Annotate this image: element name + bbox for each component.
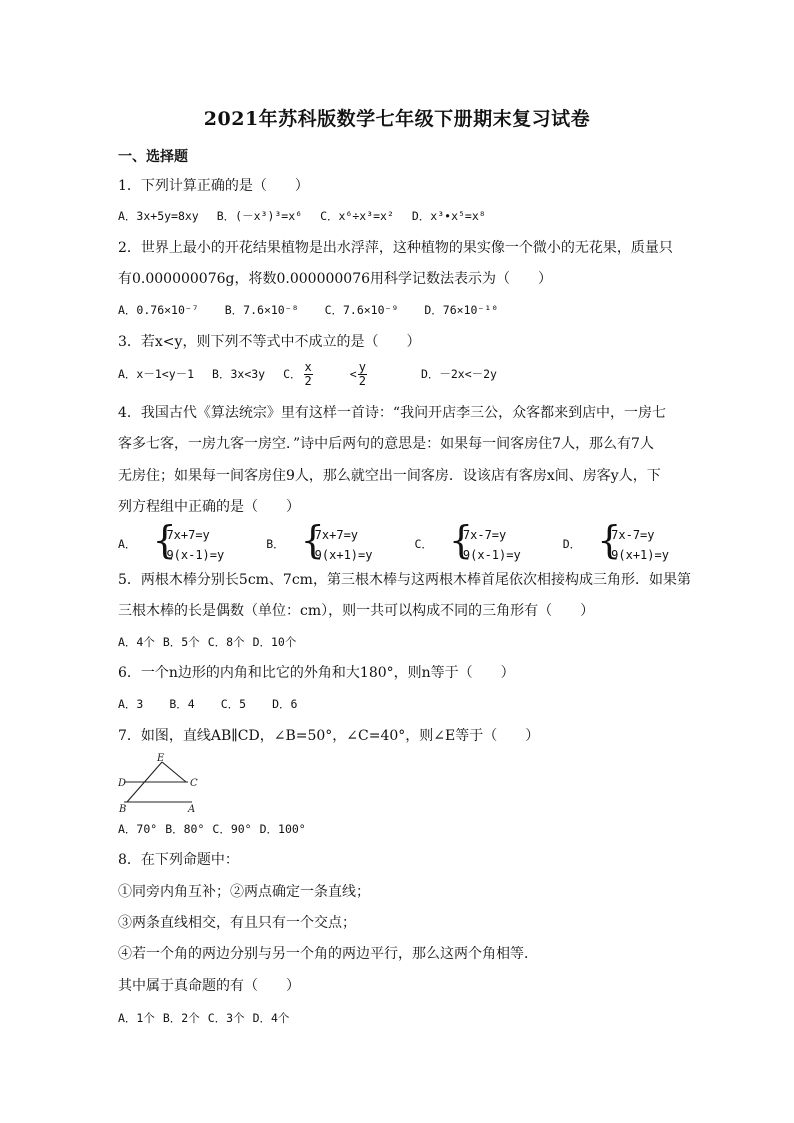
question-8-options xyxy=(118,1008,307,1028)
fraction-y-over-2 xyxy=(358,361,385,388)
label-e: E xyxy=(157,753,165,764)
option-label: A． xyxy=(118,537,137,551)
question-6-options xyxy=(118,694,315,714)
option-b[interactable]: B．(－x³)³=x⁶ xyxy=(216,209,303,223)
question-4-options xyxy=(118,517,723,566)
question-5-stem-line-2: 三根木棒的长是偶数（单位：cm），则一共可以构成不同的三角形有（ ） xyxy=(118,603,595,619)
equation-system xyxy=(597,517,687,565)
fraction-numerator: x xyxy=(304,360,312,374)
option-c[interactable]: C．8个 xyxy=(207,635,245,649)
question-2-options xyxy=(118,300,516,320)
option-b[interactable]: B．5个 xyxy=(162,635,200,649)
option-d[interactable]: D．100° xyxy=(259,822,306,836)
equation-system xyxy=(152,517,242,565)
equation-row: 9(x+1)=y xyxy=(611,547,669,562)
option-b[interactable]: B．3x<3y xyxy=(212,367,266,381)
question-5-options xyxy=(118,632,314,652)
equation-row: 9(x+1)=y xyxy=(314,547,373,562)
equation-row: 7x+7=y xyxy=(314,527,359,542)
left-brace-icon: { xyxy=(152,517,177,562)
option-label: C． xyxy=(414,537,433,551)
question-4-stem-line-4: 列方程组中正确的是（ ） xyxy=(118,499,300,515)
equation-row: 7x-7=y xyxy=(462,527,507,542)
option-d[interactable]: D．10个 xyxy=(252,635,297,649)
option-a[interactable]: A．3x+5y=8xy xyxy=(118,209,199,223)
equation-row: 7x-7=y xyxy=(611,527,655,542)
question-8-proposition-4: ④若一个角的两边分别与另一个角的两边平行，那么这两个角相等． xyxy=(118,946,538,962)
equation-system xyxy=(448,517,539,565)
option-d[interactable]: D．6 xyxy=(272,697,298,711)
option-d[interactable] xyxy=(562,517,705,562)
option-d[interactable]: D．76×10⁻¹⁰ xyxy=(424,303,499,317)
equation-row: 9(x-1)=y xyxy=(166,547,225,562)
equation-system xyxy=(300,517,391,565)
equation-row: 9(x-1)=y xyxy=(462,547,521,562)
option-c[interactable] xyxy=(283,360,403,388)
option-c[interactable]: C．3个 xyxy=(207,1011,245,1025)
option-b[interactable]: B．7.6×10⁻⁸ xyxy=(224,303,299,317)
option-c[interactable]: C．x⁶÷x³=x² xyxy=(320,209,394,223)
option-b[interactable]: B．2个 xyxy=(162,1011,200,1025)
question-6-stem: 6．一个n边形的内角和比它的外角和大180°，则n等于（ ） xyxy=(118,665,515,681)
line-ec xyxy=(162,762,186,782)
fraction-x-over-2 xyxy=(304,361,331,388)
option-label: B． xyxy=(266,537,285,551)
option-d[interactable]: D．4个 xyxy=(252,1011,290,1025)
question-4-stem-line-1: 4．我国古代《算法统宗》里有这样一首诗：“我问开店李三公，众客都来到店中，一房七 xyxy=(118,405,667,421)
option-d[interactable]: D．x³•x⁵=x⁸ xyxy=(411,209,486,223)
option-label: D． xyxy=(562,537,582,551)
label-b: B xyxy=(119,804,127,813)
question-3-stem: 3．若x<y，则下列不等式中不成立的是（ ） xyxy=(118,334,421,350)
geometry-figure xyxy=(118,751,208,813)
option-a[interactable] xyxy=(118,517,260,562)
option-a[interactable]: A．0.76×10⁻⁷ xyxy=(118,303,199,317)
question-5-stem-line-1: 5．两根木棒分别长5cm、7cm，第三根木棒与这两根木棒首尾依次相接构成三角形．如果第 xyxy=(118,572,691,588)
question-2-stem-line-2: 有0.000000076g，将数0.000000076用科学记数法表示为（ ） xyxy=(118,271,553,287)
label-a: A xyxy=(188,804,196,813)
fraction-denominator: 2 xyxy=(358,374,366,388)
option-c[interactable]: C．7.6×10⁻⁹ xyxy=(324,303,399,317)
label-c: C xyxy=(190,778,198,789)
less-than-sign: < xyxy=(349,367,357,381)
question-7-options xyxy=(118,819,324,839)
question-2-stem-line-1: 2．世界上最小的开花结果植物是出水浮萍，这种植物的果实像一个微小的无花果，质量只 xyxy=(118,240,673,256)
option-c[interactable] xyxy=(414,517,556,562)
option-a[interactable]: A．x－1<y－1 xyxy=(118,367,195,381)
option-d[interactable]: D．－2x<－2y xyxy=(420,367,497,381)
question-8-ask: 其中属于真命题的有（ ） xyxy=(118,978,300,994)
fraction-numerator: y xyxy=(358,360,366,374)
option-a[interactable]: A．3 xyxy=(118,697,144,711)
question-8-proposition-1-2: ①同旁内角互补；②两点确定一条直线； xyxy=(118,884,370,900)
page-title: 2021年苏科版数学七年级下册期末复习试卷 xyxy=(203,108,591,130)
option-c-label: C． xyxy=(283,367,302,381)
question-4-stem-line-2: 客多七客，一房九客一房空．”诗中后两句的意思是：如果每一间客房住7人，那么有7人 xyxy=(118,436,654,452)
option-b[interactable]: B．80° xyxy=(165,822,205,836)
option-b[interactable] xyxy=(266,517,408,562)
option-a[interactable]: A．4个 xyxy=(118,635,155,649)
equation-row: 7x+7=y xyxy=(166,527,210,542)
left-brace-icon: { xyxy=(448,517,474,562)
option-a[interactable]: A．70° xyxy=(118,822,158,836)
question-8-proposition-3: ③两条直线相交，有且只有一个交点； xyxy=(118,915,356,931)
option-a[interactable]: A．1个 xyxy=(118,1011,155,1025)
option-c[interactable]: C．5 xyxy=(220,697,247,711)
option-c[interactable]: C．90° xyxy=(212,822,252,836)
question-3-options xyxy=(118,360,515,388)
left-brace-icon: { xyxy=(597,517,622,562)
fraction-denominator: 2 xyxy=(304,374,312,388)
question-1-stem: 1．下列计算正确的是（ ） xyxy=(118,178,309,194)
label-d: D xyxy=(118,778,127,789)
question-1-options xyxy=(118,206,504,226)
left-brace-icon: { xyxy=(300,517,325,562)
question-8-stem: 8．在下列命题中： xyxy=(118,852,239,868)
question-4-stem-line-3: 无房住；如果每一间客房住9人，那么就空出一间客房．设该店有客房x间、房客y人，下 xyxy=(118,468,661,484)
question-7-stem: 7．如图，直线AB∥CD，∠B=50°，∠C=40°，则∠E等于（ ） xyxy=(118,728,540,744)
option-b[interactable]: B．4 xyxy=(169,697,195,711)
section-heading: 一、选择题 xyxy=(118,149,188,165)
